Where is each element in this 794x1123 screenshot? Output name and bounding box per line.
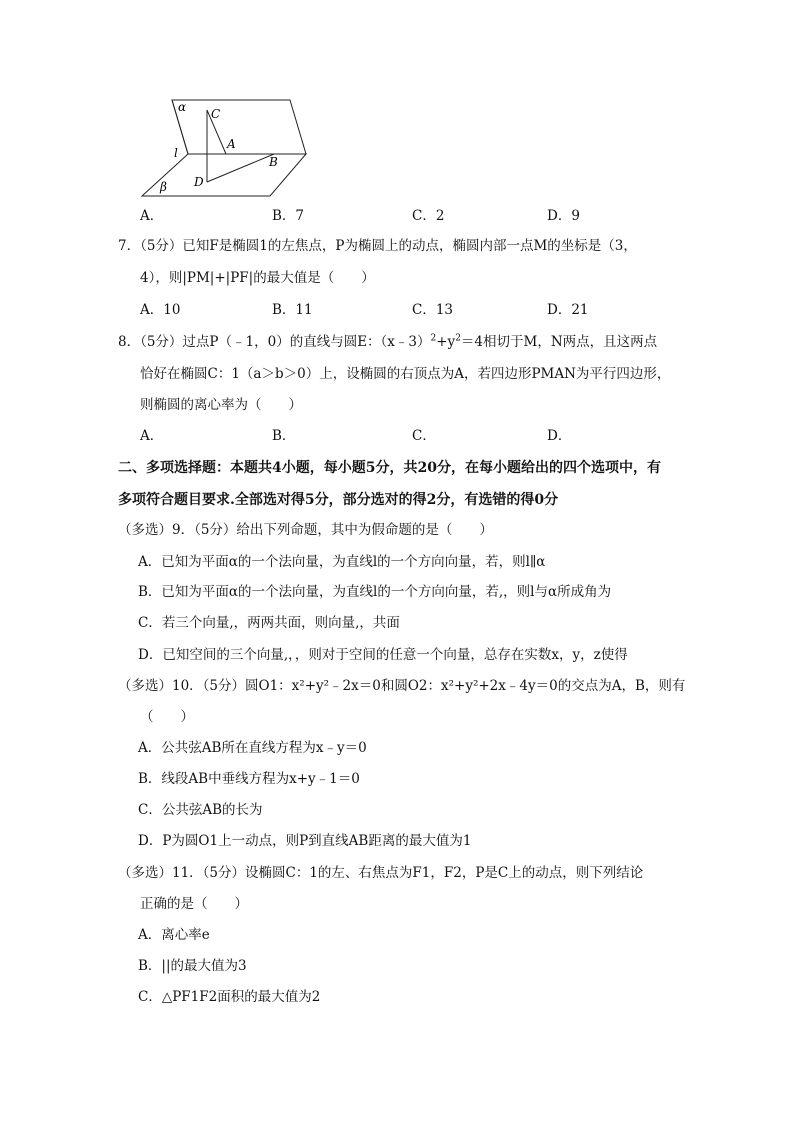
dihedral-angle-figure [140, 96, 315, 200]
q11-option-c: C．△PF1F2面积的最大值为2 [138, 989, 321, 1005]
q7-option-a: A．10 [140, 302, 181, 318]
q7-stem-line1: 7．（5分）已知F是椭圆1的左焦点，P为椭圆上的动点，椭圆内部一点M的坐标是（3， [118, 238, 637, 254]
q9-option-c: C．若三个向量,，两两共面，则向量,，共面 [138, 615, 400, 631]
plane-alpha [172, 100, 306, 154]
label-alpha: α [178, 100, 187, 114]
q9-option-b: B．已知为平面α的一个法向量，为直线l的一个方向向量，若,，则l与α所成角为 [138, 584, 612, 600]
q11-option-b: B．||的最大值为3 [138, 958, 247, 974]
label-beta: β [160, 180, 167, 194]
segment-db [207, 154, 274, 182]
q9-option-d: D．已知空间的三个向量,，，则对于空间的任意一个向量，总存在实数x，y，z使得 [138, 647, 628, 663]
section2-heading-line2: 多项符合题目要求.全部选对得5分，部分选对的得2分，有选错的得0分 [118, 492, 559, 508]
q9-option-a: A．已知为平面α的一个法向量，为直线l的一个方向向量，若，则l∥α [138, 554, 546, 570]
q6-option-a: A． [140, 208, 164, 224]
q8-stem-line1: 8．（5分）过点P（﹣1，0）的直线与圆E：$(x﹣3)^2+y^2=4$相切于M，N两点，且这两点 [118, 333, 658, 350]
q6-option-c: C．2 [412, 208, 445, 224]
q10-option-b: B．线段AB中垂线方程为x+y﹣1＝0 [138, 771, 360, 787]
q7-option-c: C．13 [412, 302, 454, 318]
q11-stem-line2: 正确的是（ ） [140, 896, 248, 912]
label-b: B [269, 155, 278, 169]
label-a: A [227, 137, 236, 151]
q8-option-a: A． [140, 428, 164, 444]
q10-stem: （多选）10．（5分）圆O1：x²+y²﹣2x＝0和圆O2：x²+y²+2x﹣4y＝0的交点为A，B，则有 [118, 678, 686, 694]
section2-heading-line1: 二、多项选择题：本题共4小题，每小题5分，共20分，在每小题给出的四个选项中，有 [118, 460, 661, 476]
q8-option-b: B． [272, 428, 296, 444]
q10-option-d: D．P为圆O1上一动点，则P到直线AB距离的最大值为1 [138, 833, 472, 849]
q8-stem-line3: 则椭圆的离心率为（ ） [140, 397, 302, 413]
q8-stem-line2: 恰好在椭圆C：1（a＞b＞0）上，设椭圆的右顶点为A，若四边形PMAN为平行四边形， [140, 366, 671, 382]
q6-option-b: B．7 [272, 208, 305, 224]
q7-option-d: D．21 [547, 302, 589, 318]
q6-option-d: D．9 [547, 208, 580, 224]
q7-stem-line2: 4），则|PM|+|PF|的最大值是（ ） [140, 270, 375, 286]
q11-stem: （多选）11．（5分）设椭圆C：1的左、右焦点为F1，F2，P是C上的动点，则下列结论 [118, 865, 644, 881]
q10-option-a: A．公共弦AB所在直线方程为x﹣y＝0 [138, 740, 367, 756]
q9-stem: （多选）9．（5分）给出下列命题，其中为假命题的是（ ） [118, 522, 493, 538]
q8-option-c: C． [412, 428, 436, 444]
label-d: D [194, 175, 204, 189]
label-l: l [174, 146, 178, 160]
q11-option-a: A．离心率e [138, 927, 210, 943]
q10-stem-line2: （ ） [140, 709, 194, 725]
q8-option-d: D． [547, 428, 572, 444]
label-c: C [211, 107, 221, 121]
q7-option-b: B．11 [272, 302, 313, 318]
q10-option-c: C．公共弦AB的长为 [138, 802, 263, 818]
